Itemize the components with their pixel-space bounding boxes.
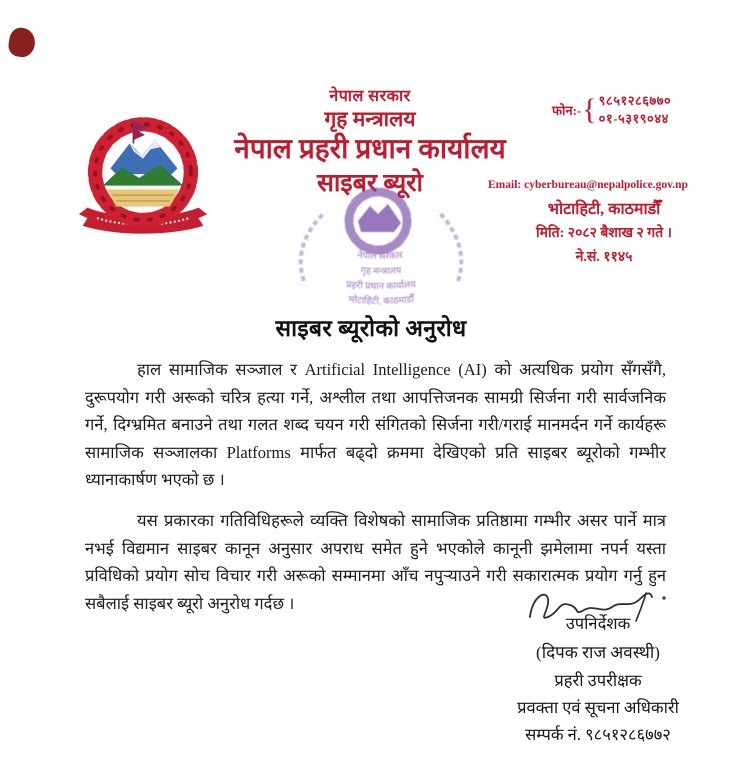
signer-role: प्रवक्ता एवं सूचना अधिकारी [517,697,679,717]
letterhead-office: नेपाल प्रहरी प्रधान कार्यालय [234,133,506,165]
official-ink-stamp [288,183,474,311]
address-date-block [488,200,720,267]
letterhead-government: नेपाल सरकार [329,88,411,105]
signer-rank: प्रहरी उपरीक्षक [554,671,642,691]
signer-contact: सम्पर्क नं. ९८५१२८६७७२ [525,724,671,744]
emblem-field [107,189,180,206]
signature-block [460,583,736,745]
letterhead-ministry: गृह मन्त्रालय [324,107,416,132]
stamp-mountain [358,204,401,232]
letter-title: साइबर ब्यूरोको अनुरोध [275,316,467,341]
phone-block [552,92,671,127]
paragraph-2: यस प्रकारका गतिविधिहरूले व्यक्ति विशेषको सामाजिक प्रतिष्ठामा गम्भीर असर पार्ने मात्र नभई विद्यमान साइबर कानून अनुसार अपराध समेत हुने भएकोले कानूनी झमेलामा नपर्न यस्ता प्रविधिको प्रयोग सोच विचार गरी अरूको सम्मानमा आँच नपुऱ्याउने गरी सकारात्मक प्रयोग गर्नु हुन सबैलाई साइबर ब्यूरो अनुरोध गर्दछ । [85,510,666,613]
svg-text:गृह मन्त्रालय [360,266,402,277]
date-line: मिति: २०८२ बैशाख २ गते । [536,226,672,242]
letter-body [85,356,666,617]
svg-text:भोटाहिटी, काठमाडौँ [347,293,416,307]
stamp-line-3: प्रहरी प्रधान कार्यालय [345,280,417,293]
signer-designation: उपनिर्देशक [565,614,631,633]
stamp-line-4: भोटाहिटी, काठमाडौँ [347,294,415,308]
phone-number-2: ०१-५३१९०४४ [598,110,669,126]
paragraph-1: हाल सामाजिक सञ्जाल र Artificial Intelligence (AI) को अत्यधिक प्रयोग सँगसँगै, दुरूपयोग गरी अरूको चरित्र हत्या गर्ने, अश्लील तथा आपत्तिजनक सामग्री सिर्जना गरी सार्वजनिक गर्ने, दिग्भ्रमित बनाउने तथा गलत शब्द चयन गरी संगितको सिर्जना गरी/गराई मानमर्दन गर्ने कार्यहरू सामाजिक सञ्जालका Platforms मार्फत बढ्दो क्रममा देखिएको प्रति साइबर ब्यूरोको गम्भीर ध्यानाकार्षण भएको छ । [85,360,666,490]
email-line: Email: cyberbureau@nepalpolice.gov.np [488,179,688,191]
phone-label: फोन:- [552,102,582,118]
letterhead-bureau: साइबर ब्यूरो [317,170,423,198]
svg-text:प्रहरी प्रधान कार्यालय [346,279,417,292]
phone-number-1: ९८५१२८६७७० [598,93,672,108]
address-line: भोटाहिटी, काठमाडौँ [547,201,661,218]
phone-brace: { [582,92,597,126]
nepal-sambat-line: ने.सं. ११४५ [575,249,633,265]
signer-name: (दिपक राज अवस्थी) [536,642,660,662]
stamp-line-2: गृह मन्त्रालय [360,266,402,278]
corner-ink-mark [7,26,38,59]
stamp-line-1: नेपाल सरकार [356,250,404,263]
